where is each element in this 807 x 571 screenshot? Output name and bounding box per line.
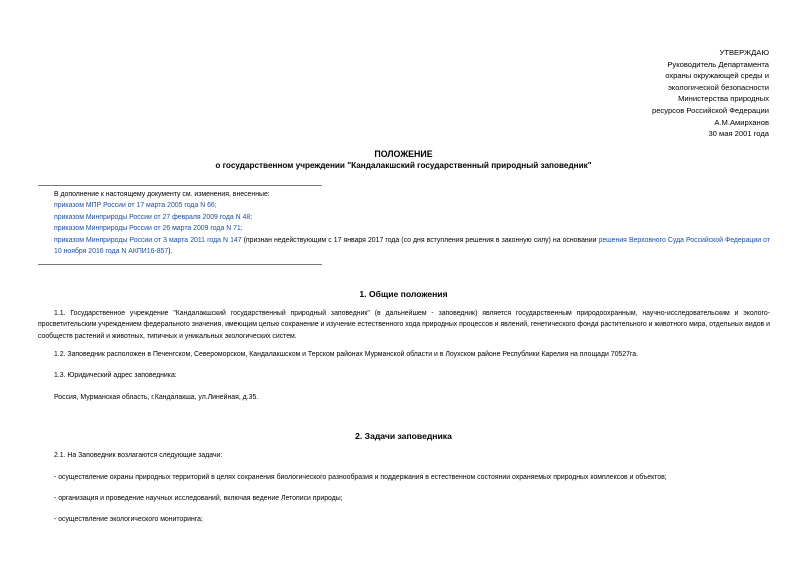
approval-line: ресурсов Российской Федерации bbox=[651, 105, 769, 115]
amendment-link-3[interactable]: приказом Минприроды России от 26 марта 2009 года N 71; bbox=[54, 225, 243, 233]
task-item-1: - осуществление охраны природных территорий в целях сохранения биологического разнообразия и поддержания в естественном состоянии охраняемых природных комплексов и объектов; bbox=[54, 474, 667, 481]
section-1-heading: 1. Общие положения bbox=[359, 289, 448, 299]
document-subtitle: о государственном учреждении "Кандалакшский государственный природный заповедник" bbox=[215, 161, 592, 170]
amendment-link-1[interactable]: приказом МПР России от 17 марта 2005 года N 66; bbox=[54, 202, 217, 210]
approval-line: Министерства природных bbox=[678, 94, 769, 104]
task-item-3: - осуществление экологического мониторинга; bbox=[54, 516, 203, 523]
paragraph-2-1: 2.1. На Заповедник возлагаются следующие задачи: bbox=[54, 452, 223, 459]
paragraph-1-2: 1.2. Заповедник расположен в Печенгском, Североморском, Кандалакшском и Терском районах Мурманской области и в Лоухском районе Республики Карелия на площади 70527га. bbox=[54, 351, 639, 358]
amendment-link-4[interactable]: приказом Минприроды России от 3 марта 2011 года N 147 bbox=[54, 236, 242, 244]
amendments-top-divider bbox=[38, 185, 322, 186]
amendments-intro: В дополнение к настоящему документу см. изменения, внесенные: bbox=[54, 191, 270, 198]
approval-line: УТВЕРЖДАЮ bbox=[719, 48, 769, 57]
court-decision-link[interactable]: решения Верховного Суда Российской Федерации от 10 ноября 2016 года N АКПИ16-857 bbox=[54, 236, 770, 256]
paragraph-address: Россия, Мурманская область, г.Кандалакша, ул.Линейная, д.35. bbox=[54, 394, 259, 401]
approval-line: 30 мая 2001 года bbox=[708, 129, 769, 139]
approval-line: экологической безопасности bbox=[667, 82, 769, 92]
document-title-block bbox=[0, 149, 807, 171]
paragraph-1-1: 1.1. Государственное учреждение "Кандалакшский государственный природный заповедник" (в дальнейшем - заповедник) является государственным природоохранным, научно-исследовательским и эколого-просветительским учреждением федерального значения, имеющим целью сохранение и изучение естественного хода природных процессов и явлений, генетического фонда растительного и животного мира, отдельных видов и сообществ растений и животных, типичных и уникальных экологических систем. bbox=[38, 310, 770, 340]
amendments-box bbox=[38, 185, 770, 265]
amendments-bottom-divider bbox=[38, 264, 322, 265]
amendment-note: (признан недействующим с 17 января 2017 года (со дня вступления решения в законную силу) на основании bbox=[241, 236, 599, 244]
amendment-link-2[interactable]: приказом Минприроды России от 27 февраля 2009 года N 48; bbox=[54, 213, 253, 221]
section-2-heading: 2. Задачи заповедника bbox=[355, 431, 452, 441]
approval-line: охраны окружающей среды и bbox=[665, 71, 769, 81]
paragraph-1-3: 1.3. Юридический адрес заповедника: bbox=[54, 372, 177, 379]
approval-line: А.М.Амирханов bbox=[714, 117, 769, 127]
approval-block bbox=[549, 47, 769, 140]
approval-line: Руководитель Департамента bbox=[667, 59, 769, 69]
amendment-note-end: ). bbox=[168, 248, 173, 256]
amendment-item-4 bbox=[38, 235, 770, 258]
task-item-2: - организация и проведение научных исследований, включая ведение Летописи природы; bbox=[54, 495, 343, 502]
document-title: ПОЛОЖЕНИЕ bbox=[374, 149, 433, 159]
